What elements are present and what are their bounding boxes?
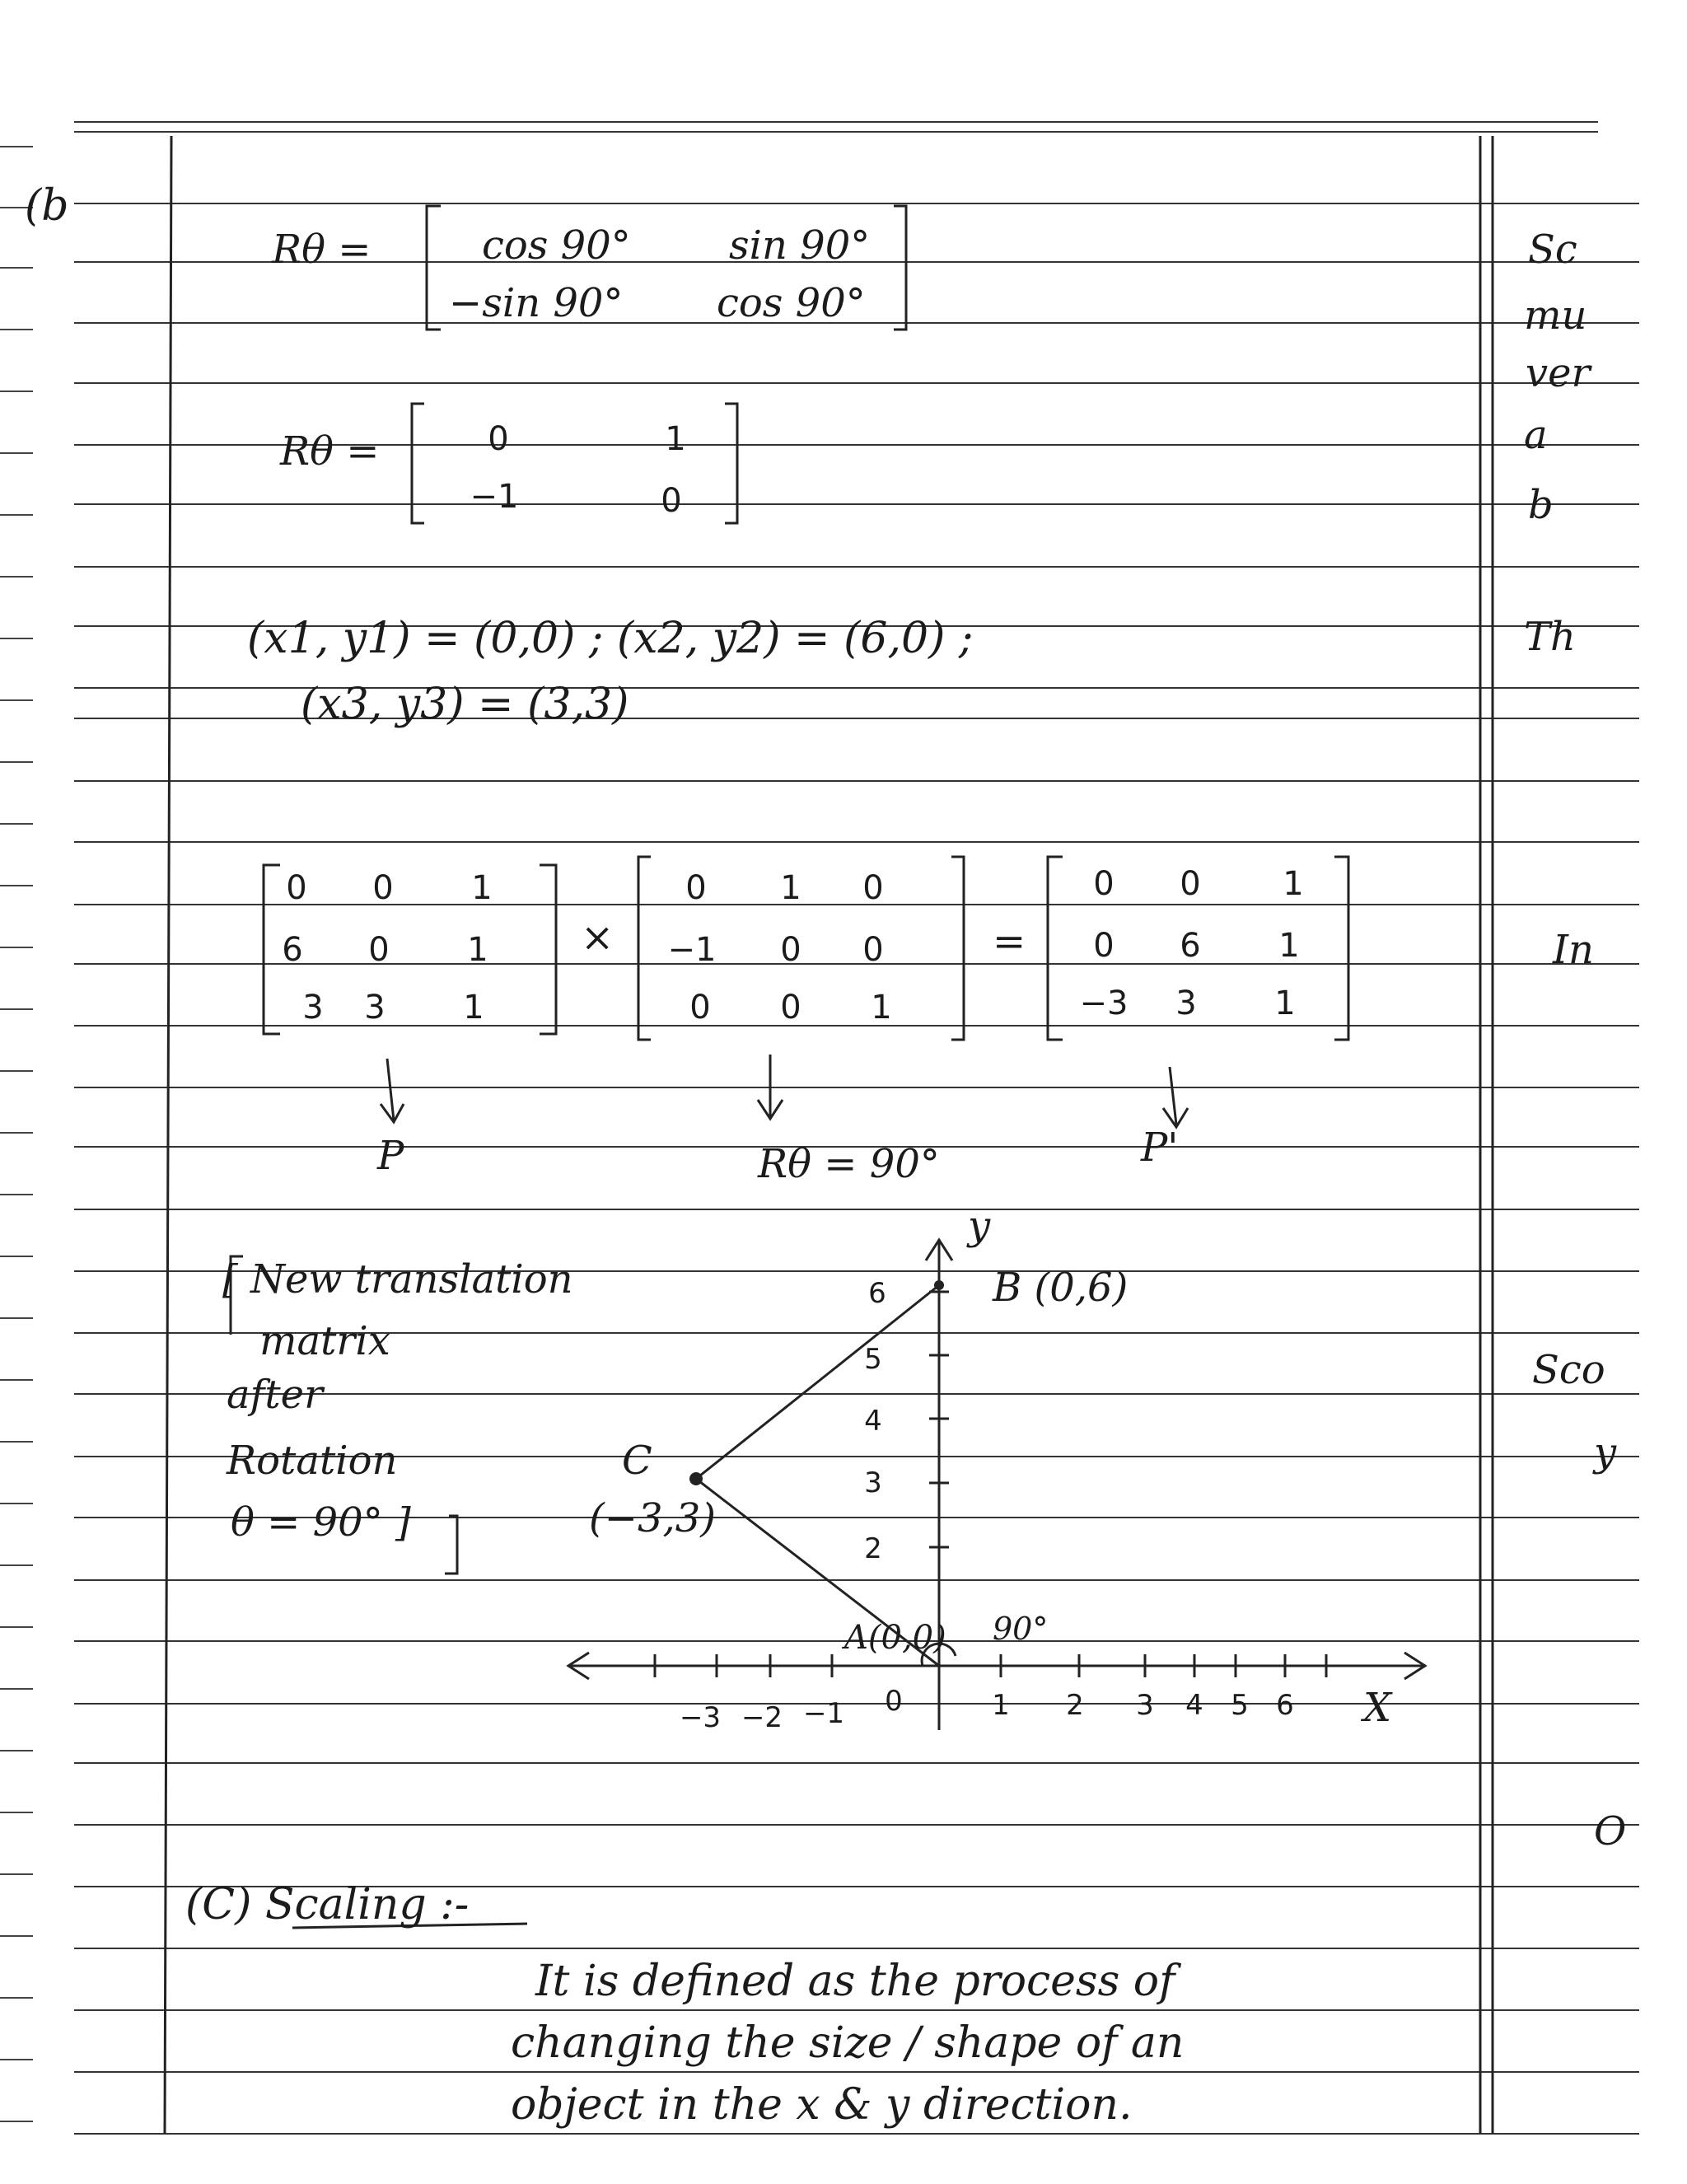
note-line-1: [ New translation	[222, 1256, 573, 1302]
rotation-numeric-label: Rθ =	[280, 428, 380, 475]
x-tick-label: −1	[802, 1697, 845, 1730]
right-margin-text: Sc	[1528, 227, 1577, 273]
note-line-3: after	[227, 1372, 324, 1418]
r-cell: 0	[780, 989, 801, 1027]
right-margin-text: O	[1594, 1808, 1627, 1854]
right-margin-text: a	[1524, 412, 1548, 458]
p-cell: 1	[463, 989, 484, 1027]
formula-cell: sin 90°	[729, 222, 871, 269]
x-tick-label: −3	[679, 1701, 722, 1734]
formula-cell: −sin 90°	[449, 280, 624, 326]
p-prime-cell: 1	[1283, 865, 1304, 903]
x-tick-label: 6	[1276, 1689, 1294, 1722]
x-tick-label: 3	[1136, 1689, 1154, 1722]
right-margin-text: Sco	[1532, 1347, 1605, 1393]
p-cell: 1	[471, 869, 493, 907]
x-tick-label: 2	[1066, 1689, 1084, 1722]
down-arrows	[381, 1055, 1188, 1127]
scaling-line-2: changing the size / shape of an	[511, 2018, 1185, 2068]
p-prime-cell: 1	[1278, 927, 1300, 965]
note-line-4: Rotation	[227, 1438, 398, 1484]
p-cell: 0	[368, 931, 390, 969]
x-tick-label: 1	[992, 1689, 1010, 1722]
y-axis-label: y	[968, 1203, 991, 1249]
point-c-label: C	[622, 1438, 652, 1484]
y-tick-label: 5	[864, 1343, 882, 1376]
r-cell: 0	[862, 931, 884, 969]
scaling-line-3: object in the x & y direction.	[511, 2080, 1133, 2130]
y-tick-label: 4	[864, 1405, 882, 1438]
note-line-2: matrix	[259, 1318, 390, 1364]
p-prime-cell: 1	[1274, 984, 1296, 1022]
y-tick-label: 2	[864, 1532, 882, 1565]
numeric-cell: 0	[661, 482, 682, 520]
note-line-5: θ = 90° ]	[231, 1499, 411, 1546]
graph	[568, 1240, 1425, 1730]
times-sign: ×	[581, 914, 615, 961]
right-margin-text: ver	[1526, 350, 1591, 396]
x-tick-label: 4	[1185, 1689, 1203, 1722]
p-cell: 1	[467, 931, 488, 969]
x-tick-label: −2	[741, 1701, 783, 1734]
scaling-line-1: It is defined as the process of	[535, 1957, 1175, 2006]
ruled-lines	[74, 122, 1639, 2134]
rotation-formula-label: Rθ =	[272, 227, 372, 273]
r-cell: 1	[871, 989, 892, 1027]
right-margin-text: b	[1528, 482, 1554, 528]
x-axis-label: X	[1363, 1685, 1392, 1731]
points-line-1: (x1, y1) = (0,0) ; (x2, y2) = (6,0) ;	[247, 614, 974, 663]
formula-cell: cos 90°	[482, 222, 631, 269]
r-cell: 0	[685, 869, 707, 907]
point-a-label: A(0,0)	[844, 1619, 946, 1657]
points-line-2: (x3, y3) = (3,3)	[301, 680, 629, 729]
right-margin-text: mu	[1524, 292, 1587, 339]
left-margin-dashes	[0, 147, 33, 2121]
p-prime-cell: −3	[1079, 984, 1129, 1022]
r-cell: 1	[780, 869, 801, 907]
r-cell: 0	[689, 989, 711, 1027]
formula-cell: cos 90°	[717, 280, 866, 326]
angle-label: 90°	[993, 1611, 1049, 1647]
right-margin-text: Th	[1524, 614, 1576, 660]
scaling-heading: (C) Scaling :-	[185, 1880, 470, 1929]
margin-marker: (b	[25, 181, 69, 231]
p-prime-cell: 0	[1093, 927, 1115, 965]
point-b-label: B (0,6)	[993, 1265, 1129, 1311]
p-prime-cell: 0	[1093, 865, 1115, 903]
p-prime-cell: 6	[1180, 927, 1201, 965]
x-tick-label: 5	[1231, 1689, 1249, 1722]
y-tick-label: 3	[864, 1466, 882, 1499]
right-margin-text: In	[1553, 927, 1594, 973]
r-cell: 0	[862, 869, 884, 907]
label-p: P	[377, 1133, 404, 1179]
origin-label: 0	[885, 1685, 903, 1718]
p-cell: 6	[282, 931, 303, 969]
y-tick-label: 6	[868, 1277, 886, 1310]
equals-sign: =	[993, 919, 1026, 965]
label-r: Rθ = 90°	[758, 1141, 940, 1187]
r-cell: 0	[780, 931, 801, 969]
p-prime-cell: 0	[1180, 865, 1201, 903]
label-p-prime: P'	[1141, 1125, 1179, 1171]
numeric-cell: −1	[470, 478, 519, 516]
p-cell: 0	[372, 869, 394, 907]
p-prime-cell: 3	[1175, 984, 1197, 1022]
point-c-coords: (−3,3)	[589, 1495, 717, 1541]
p-cell: 0	[286, 869, 307, 907]
numeric-cell: 0	[488, 420, 509, 458]
r-cell: −1	[667, 931, 717, 969]
right-margin-text: y	[1594, 1429, 1617, 1475]
numeric-cell: 1	[665, 420, 686, 458]
p-cell: 3	[364, 989, 386, 1027]
p-cell: 3	[302, 989, 324, 1027]
